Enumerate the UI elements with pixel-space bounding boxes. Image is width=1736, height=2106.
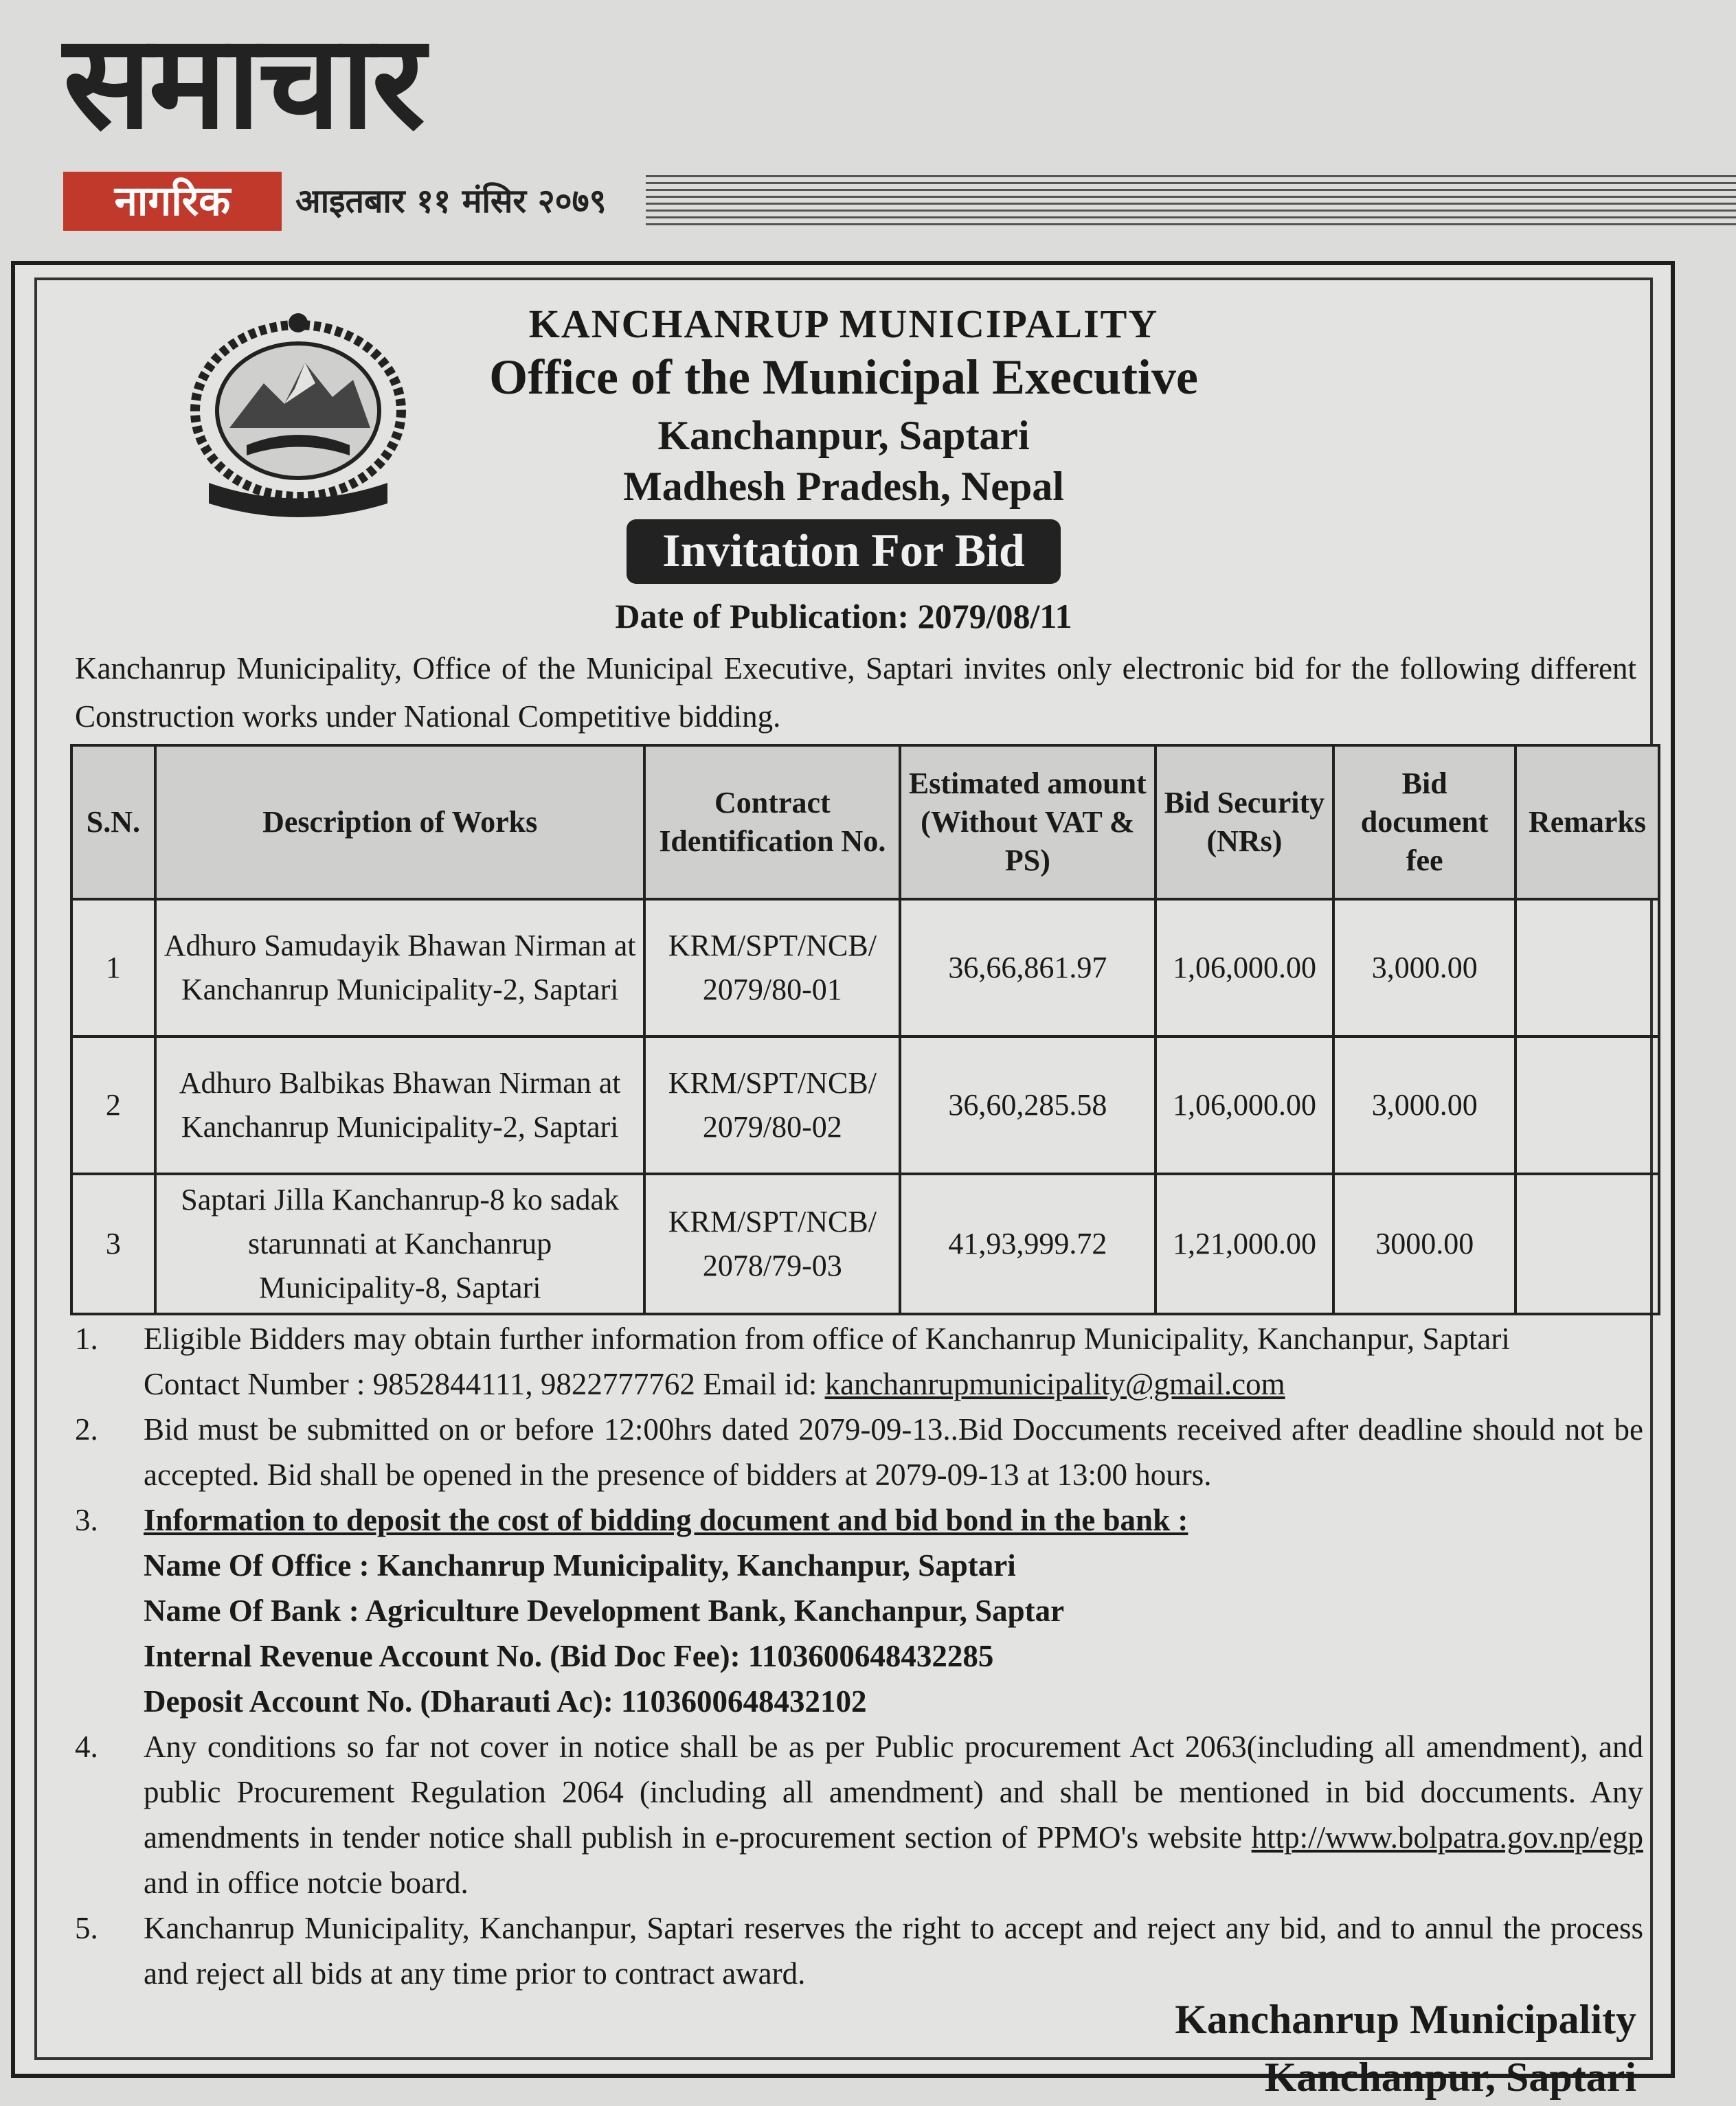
notice-title: Invitation For Bid xyxy=(627,519,1061,584)
province-country: Madhesh Pradesh, Nepal xyxy=(623,464,1064,509)
signature-block xyxy=(1175,1991,1636,2106)
bid-table xyxy=(70,744,1660,1315)
signature-line-2: Kanchanpur, Saptari xyxy=(1264,2054,1636,2100)
bank-info-heading: Information to deposit the cost of bidding document and bid bond in the bank : xyxy=(144,1503,1188,1537)
notes-list xyxy=(75,1316,1643,1996)
cell-bid-security: 1,21,000.00 xyxy=(1156,1174,1334,1314)
cell-sn: 3 xyxy=(71,1174,155,1314)
deposit-account-line: Deposit Account No. (Dharauti Ac): 1103600648432102 xyxy=(144,1684,867,1719)
note-2-text: Bid must be submitted on or before 12:00hrs dated 2079-09-13..Bid Doccuments received after deadline should not be accepted. Bid shall be opened in the presence of bidders at 2079-09-13 at 13:00 hours. xyxy=(144,1412,1643,1492)
ppmo-website-link[interactable]: http://www.bolpatra.gov.np/egp xyxy=(1251,1820,1643,1855)
publication-date: Date of Publication: 2079/08/11 xyxy=(615,597,1072,635)
note-2 xyxy=(75,1407,1643,1497)
cell-remarks xyxy=(1515,899,1659,1037)
cell-bid-security: 1,06,000.00 xyxy=(1156,899,1334,1037)
masthead-rules xyxy=(646,175,1736,227)
cell-sn: 2 xyxy=(71,1037,155,1174)
intro-paragraph: Kanchanrup Municipality, Office of the Municipal Executive, Saptari invites only electronic bid for the following different Construction works under National Competitive bidding. xyxy=(75,651,1636,734)
office-name-line: Name Of Office : Kanchanrup Municipality, Kanchanpur, Saptari xyxy=(144,1548,1016,1583)
note-number: 4. xyxy=(75,1730,98,1764)
newspaper-date: आइतबार ११ मंसिर २०७९ xyxy=(295,182,607,220)
header-description: Description of Works xyxy=(155,745,645,899)
bank-name-line: Name Of Bank : Agriculture Development Bank, Kanchanpur, Saptar xyxy=(144,1594,1065,1628)
municipality-name: KANCHANRUP MUNICIPALITY xyxy=(528,302,1159,346)
note-1-contact xyxy=(144,1361,1643,1407)
note-number: 3. xyxy=(75,1503,98,1537)
section-title: समाचार xyxy=(63,6,422,158)
cell-contract-id: KRM/SPT/NCB/ 2078/79-03 xyxy=(644,1174,900,1314)
cell-estimated-amount: 36,60,285.58 xyxy=(900,1037,1155,1174)
bid-notice xyxy=(11,261,1675,2100)
note-4-body: Any conditions so far not cover in notice shall be as per Public procurement Act 2063(including all amendment), and public Procurement Regulation 2064 (including all amendment) and shall be mentioned in bid doccuments. Any amendments in tender notice shall publish in e-procurement section of PPMO's website xyxy=(144,1730,1643,1855)
header-contract-id: Contract Identification No. xyxy=(644,745,900,899)
header-sn: S.N. xyxy=(71,745,155,899)
newspaper-name: नागरिक xyxy=(63,172,282,231)
office-name: Office of the Municipal Executive xyxy=(489,350,1198,405)
cell-estimated-amount: 41,93,999.72 xyxy=(900,1174,1155,1314)
notice-title-wrap xyxy=(37,519,1650,584)
header-estimated-amount: Estimated amount (Without VAT & PS) xyxy=(900,745,1155,899)
note-4-text xyxy=(144,1724,1643,1905)
note-4-tail: and in office notcie board. xyxy=(144,1866,469,1900)
cell-doc-fee: 3000.00 xyxy=(1333,1174,1515,1314)
table-row xyxy=(71,1037,1659,1174)
cell-remarks xyxy=(1515,1037,1659,1174)
note-1 xyxy=(75,1316,1643,1407)
cell-bid-security: 1,06,000.00 xyxy=(1156,1037,1334,1174)
note-5 xyxy=(75,1905,1643,1996)
cell-doc-fee: 3,000.00 xyxy=(1333,1037,1515,1174)
cell-contract-id: KRM/SPT/NCB/ 2079/80-02 xyxy=(644,1037,900,1174)
cell-description: Saptari Jilla Kanchanrup-8 ko sadak starunnati at Kanchanrup Municipality-8, Saptari xyxy=(155,1174,645,1314)
note-number: 2. xyxy=(75,1412,98,1447)
notice-inner-frame xyxy=(34,278,1653,2100)
cell-contract-id: KRM/SPT/NCB/ 2079/80-01 xyxy=(644,899,900,1037)
header-doc-fee: Bid document fee xyxy=(1333,745,1515,899)
cell-sn: 1 xyxy=(71,899,155,1037)
cell-description: Adhuro Balbikas Bhawan Nirman at Kanchanrup Municipality-2, Saptari xyxy=(155,1037,645,1174)
newspaper-masthead xyxy=(0,0,1736,234)
cell-estimated-amount: 36,66,861.97 xyxy=(900,899,1155,1037)
note-5-text: Kanchanrup Municipality, Kanchanpur, Saptari reserves the right to accept and reject any bid, and to annul the process and reject all bids at any time prior to contract award. xyxy=(144,1911,1643,1991)
note-number: 1. xyxy=(75,1322,98,1356)
table-row xyxy=(71,899,1659,1037)
office-location: Kanchanpur, Saptari xyxy=(657,413,1030,458)
note-number: 5. xyxy=(75,1911,98,1945)
revenue-account-line: Internal Revenue Account No. (Bid Doc Fee): 1103600648432285 xyxy=(144,1639,994,1673)
contact-numbers: Contact Number : 9852844111, 9822777762 Email id: xyxy=(144,1367,825,1401)
header-remarks: Remarks xyxy=(1515,745,1659,899)
cell-doc-fee: 3,000.00 xyxy=(1333,899,1515,1037)
note-3 xyxy=(75,1497,1643,1724)
email-link[interactable]: kanchanrupmunicipality@gmail.com xyxy=(824,1367,1285,1401)
note-4 xyxy=(75,1724,1643,1905)
table-header-row xyxy=(71,745,1659,899)
header-bid-security: Bid Security (NRs) xyxy=(1156,745,1334,899)
cell-description: Adhuro Samudayik Bhawan Nirman at Kanchanrup Municipality-2, Saptari xyxy=(155,899,645,1037)
signature-line-1: Kanchanrup Municipality xyxy=(1175,1997,1636,2042)
table-row xyxy=(71,1174,1659,1314)
cell-remarks xyxy=(1515,1174,1659,1314)
note-1-text: Eligible Bidders may obtain further information from office of Kanchanrup Municipality, Kanchanpur, Saptari xyxy=(144,1322,1510,1356)
